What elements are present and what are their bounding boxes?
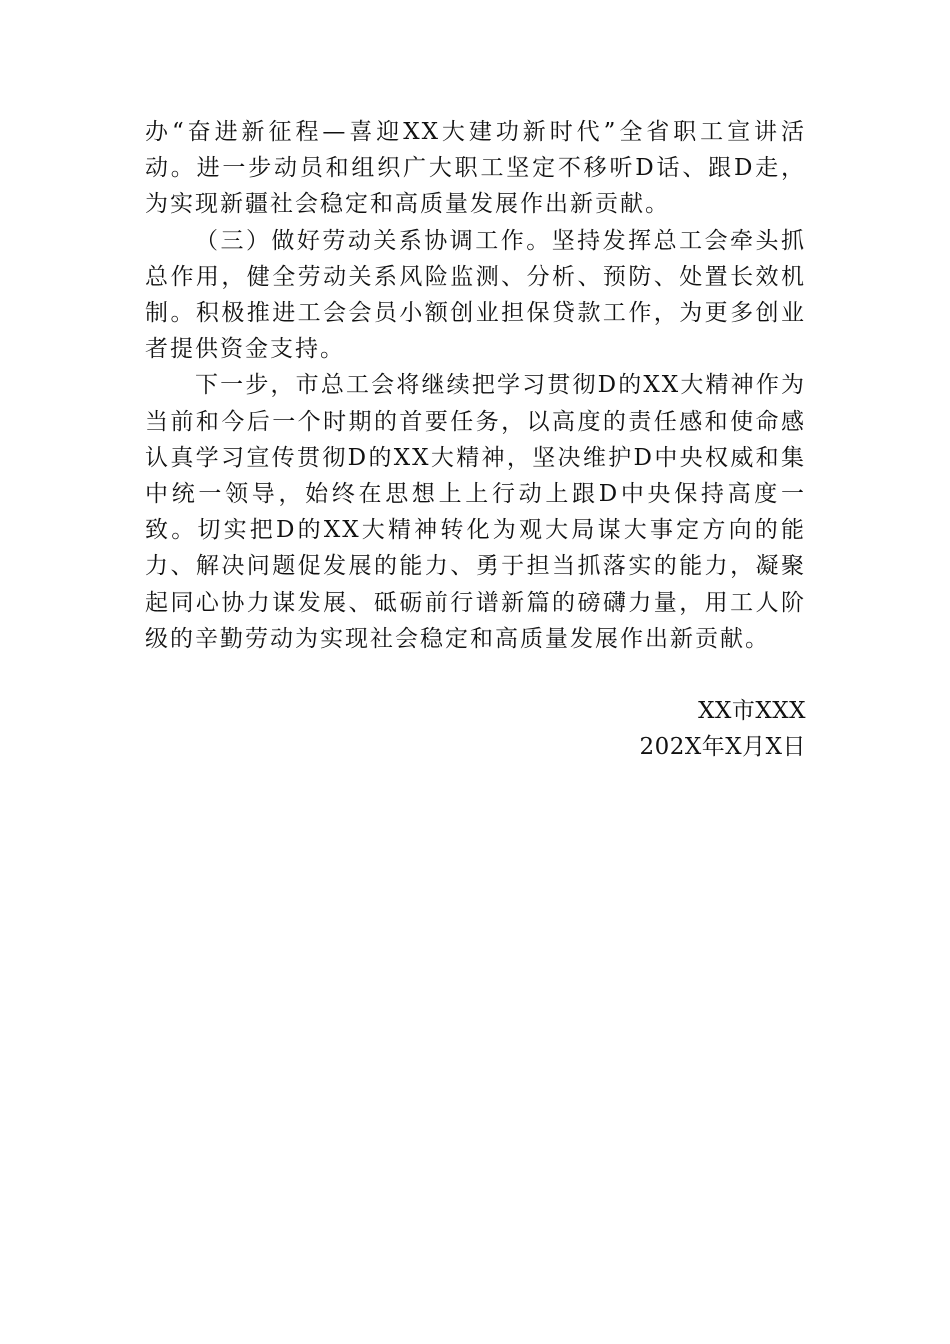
- signature-date: 202X年X月X日: [639, 734, 806, 761]
- signature-organization: XX市XXX: [698, 698, 806, 725]
- paragraph-continuation: 办“奋进新征程—喜迎XX大建功新时代”全省职工宣讲活动。进一步动员和组织广大职工坚定不移听D话、跟D走，为实现新疆社会稳定和高质量发展作出新贡献。: [145, 119, 806, 218]
- paragraph-next-steps: 下一步，市总工会将继续把学习贯彻D的XX大精神作为当前和今后一个时期的首要任务，以高度的责任感和使命感认真学习宣传贯彻D的XX大精神，坚决维护D中央权威和集中统一领导，始终在思想上上行动上跟D中央保持高度一致。切实把D的XX大精神转化为观大局谋大事定方向的能力、解决问题促发展的能力、勇于担当抓落实的能力，凝聚起同心协力谋发展、砥砺前行谱新篇的磅礴力量，用工人阶级的辛勤劳动为实现社会稳定和高质量发展作出新贡献。: [145, 372, 806, 652]
- paragraph-labor-relations: （三）做好劳动关系协调工作。坚持发挥总工会牵头抓总作用，健全劳动关系风险监测、分析、预防、处置长效机制。积极推进工会会员小额创业担保贷款工作，为更多创业者提供资金支持。: [145, 227, 806, 363]
- document-body: [145, 114, 806, 765]
- signature-block: [145, 693, 806, 765]
